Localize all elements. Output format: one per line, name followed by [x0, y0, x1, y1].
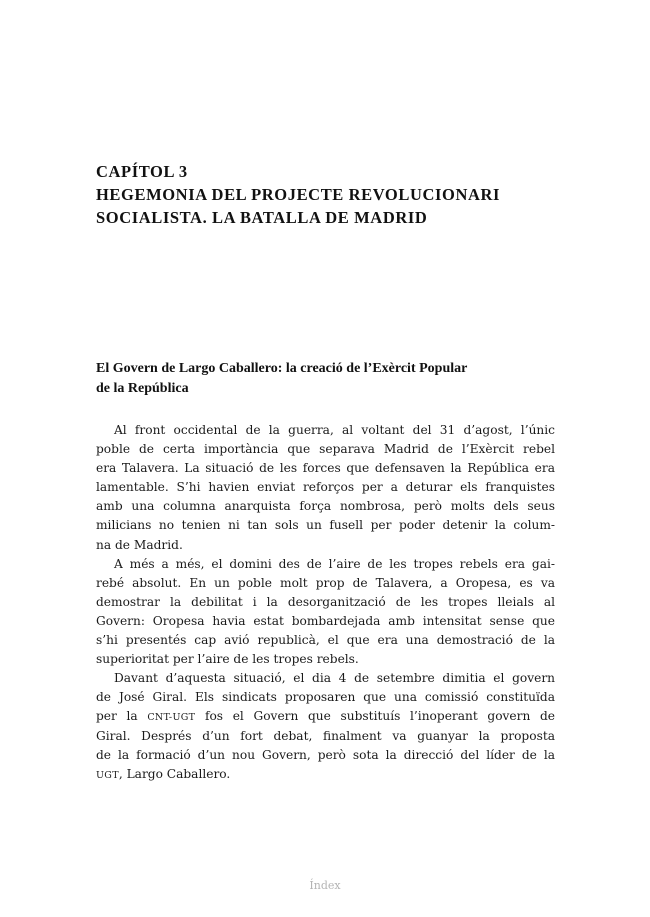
section-title-line-2: de la República	[96, 381, 189, 396]
body-line: Al front occidental de la guerra, al voltant del 31 d’agost, l’únic	[114, 423, 555, 437]
body-line: demostrar la debilitat i la desorganització de les tropes lleials al	[96, 594, 555, 609]
abbreviation: UGT	[96, 769, 119, 781]
chapter-title-line-2: SOCIALISTA. LA BATALLA DE MADRID	[96, 208, 428, 227]
body-line: s’hi presentés cap avió republicà, el que era una demostració de la	[96, 633, 555, 648]
body-line	[96, 707, 555, 726]
chapter-heading	[96, 160, 566, 229]
body-text-run: fos el Govern que substituís l’inoperant govern de	[195, 709, 555, 724]
body-line: A més a més, el domini des de l’aire de les tropes rebels era gai-	[114, 556, 555, 571]
body-line: poble de certa importància que separava Madrid de l’Exèrcit rebel	[96, 442, 555, 457]
chapter-number: CAPÍTOL 3	[96, 162, 188, 181]
body-line: rebé absolut. En un poble molt prop de Talavera, a Oropesa, es va	[96, 575, 555, 590]
body-line: de la formació d’un nou Govern, però sota la direcció del líder de la	[96, 747, 555, 762]
body-text-run: , Largo Caballero.	[118, 766, 231, 781]
section-heading	[96, 359, 566, 399]
body-line: superioritat per l’aire de les tropes rebels.	[96, 652, 359, 667]
body-text-run: per la	[96, 709, 148, 724]
body-line: de José Giral. Els sindicats proposaren que una comissió constituïda	[96, 690, 555, 705]
body-line: era Talavera. La situació de les forces que defensaven la República era	[96, 461, 555, 476]
body-line: lamentable. S’hi havien enviat reforços per a deturar els franquistes	[96, 480, 555, 495]
body-text	[96, 421, 555, 784]
body-line: amb una columna anarquista força nombrosa, però molts dels seus	[96, 499, 555, 514]
abbreviation: CNT-UGT	[147, 712, 196, 724]
section-title-line-1: El Govern de Largo Caballero: la creació de l’Exèrcit Popular	[96, 361, 468, 376]
body-line: milicians no tenien ni tan sols un fusell per poder detenir la colum-	[96, 518, 555, 533]
body-line	[96, 765, 555, 784]
body-line: na de Madrid.	[96, 537, 183, 552]
body-line: Giral. Després d’un fort debat, finalment va guanyar la proposta	[96, 728, 555, 743]
body-line: Govern: Oropesa havia estat bombardejada amb intensitat sense que	[96, 613, 555, 628]
body-line: Davant d’aquesta situació, el dia 4 de setembre dimitia el govern	[114, 671, 555, 686]
chapter-title-line-1: HEGEMONIA DEL PROJECTE REVOLUCIONARI	[96, 185, 501, 204]
index-link[interactable]: Índex	[309, 879, 341, 892]
